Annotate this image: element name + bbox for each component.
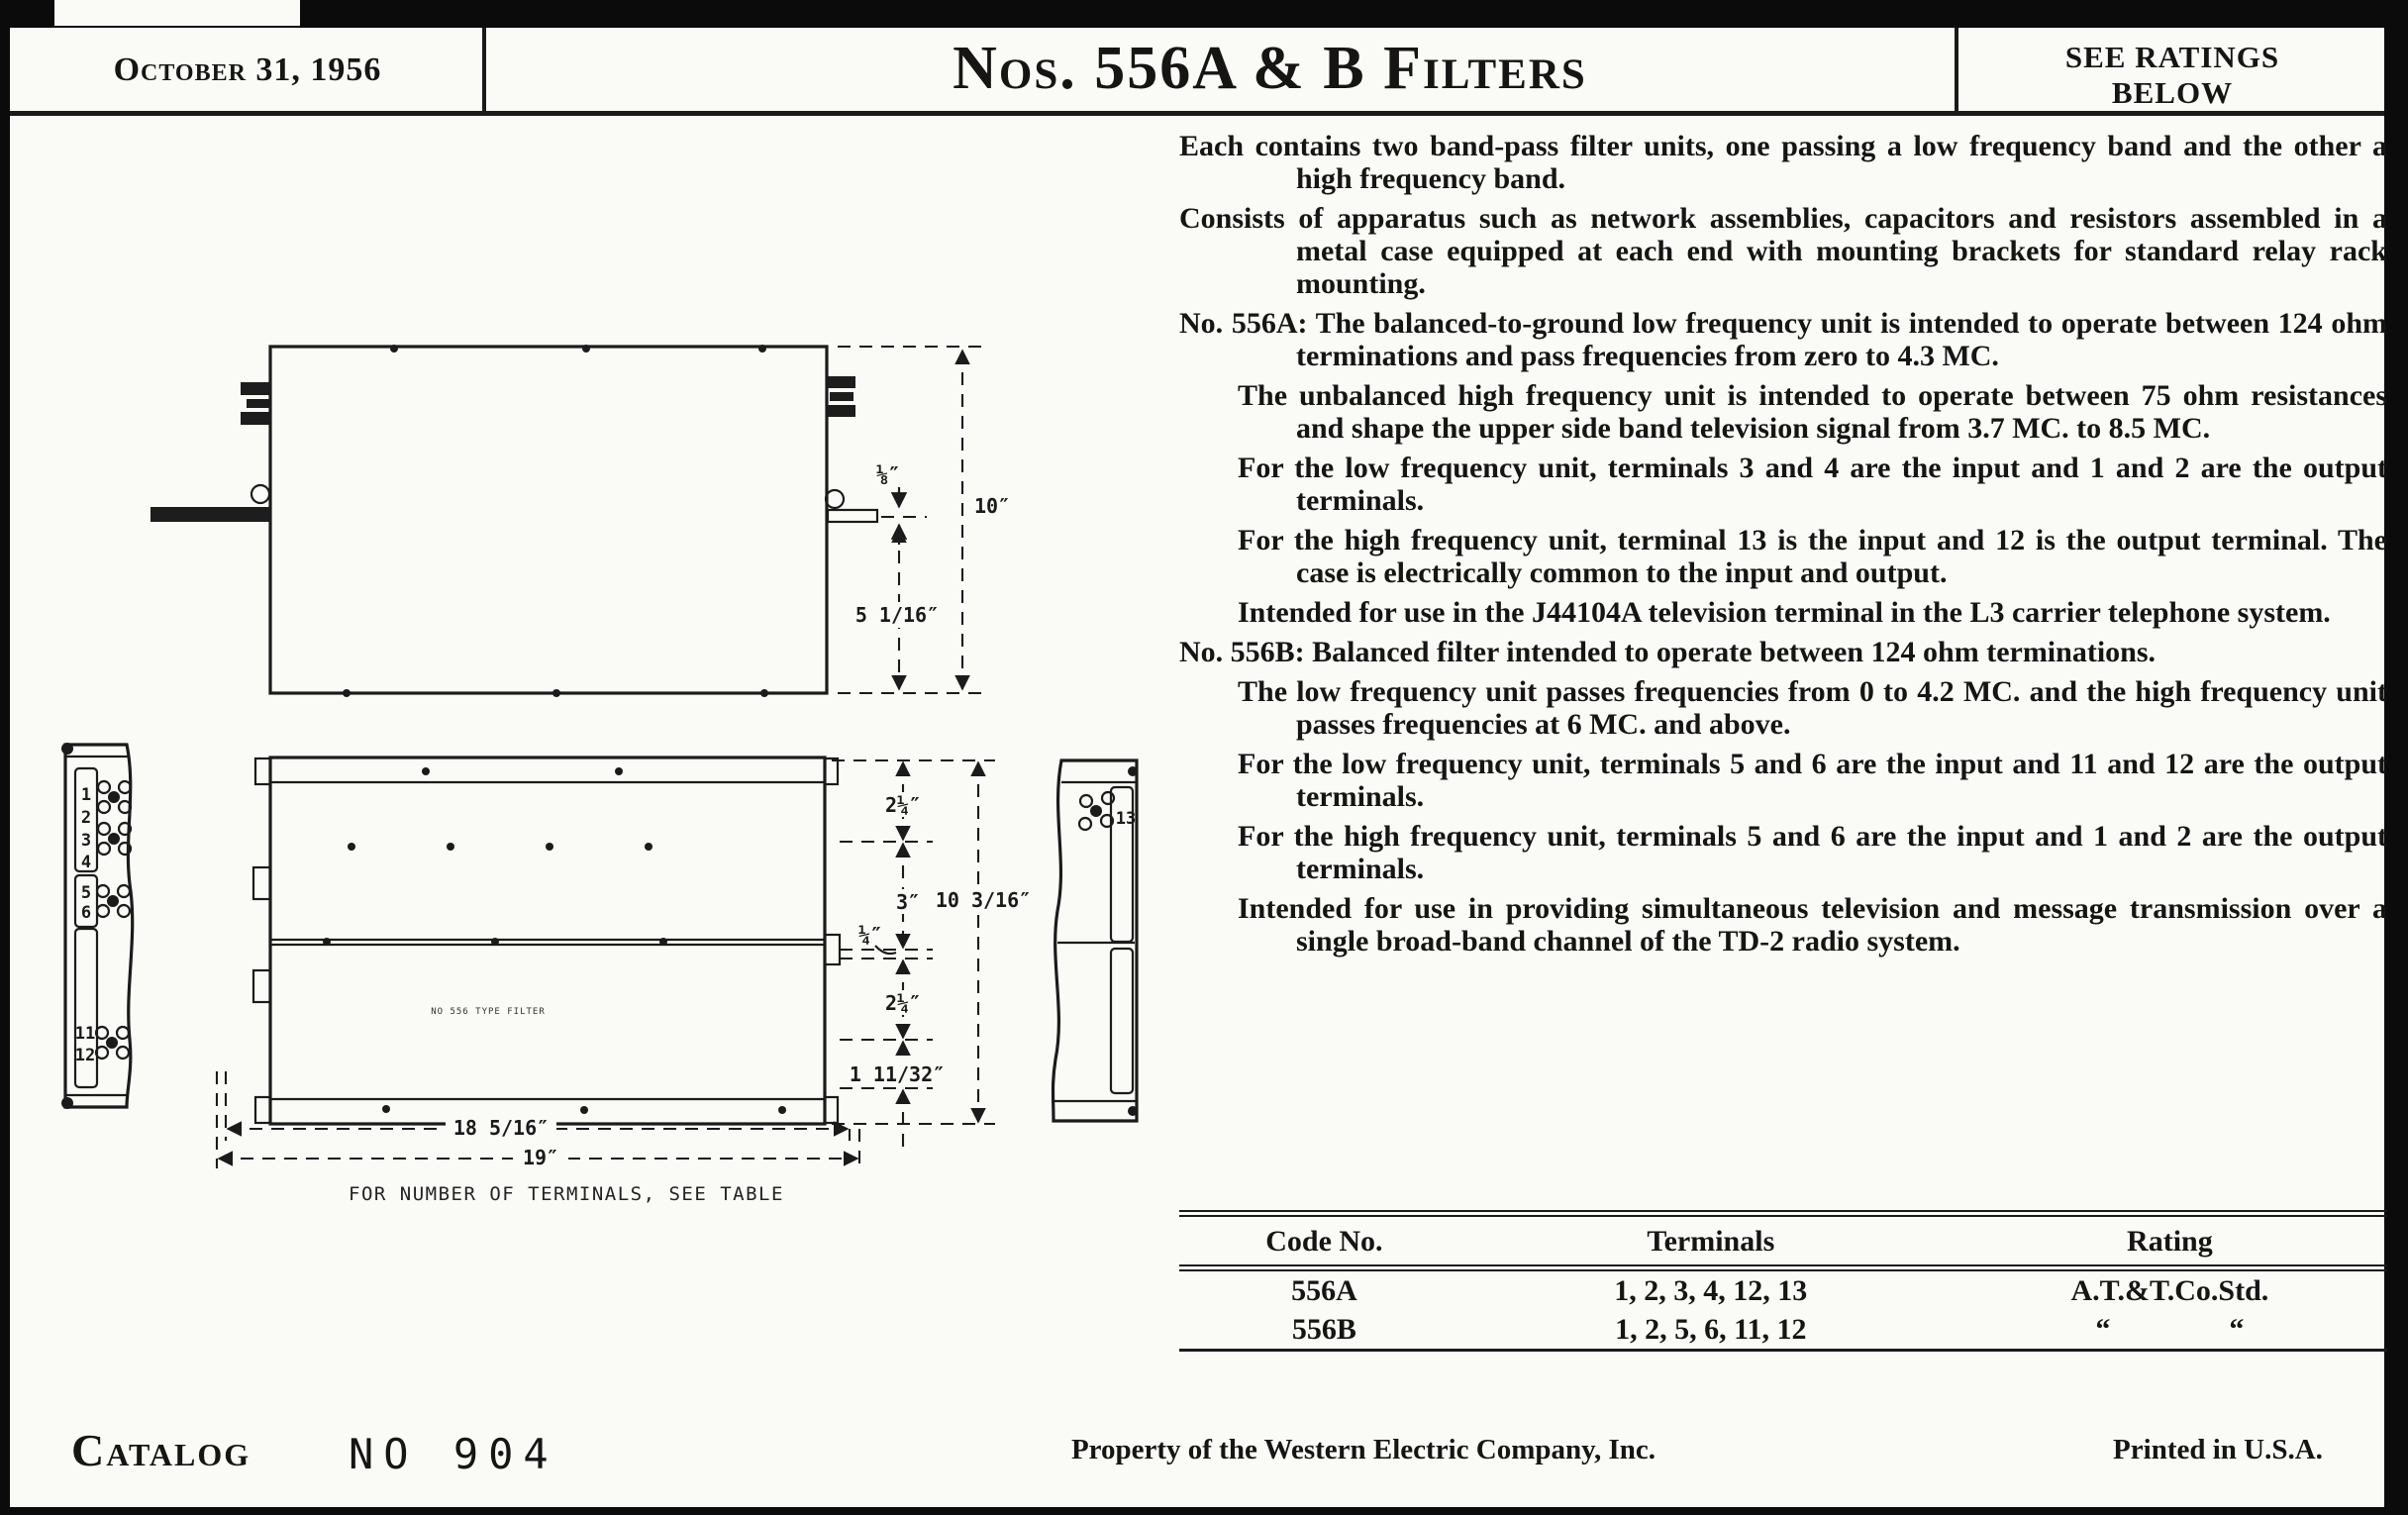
drawing-caption: FOR NUMBER OF TERMINALS, SEE TABLE	[349, 1183, 784, 1205]
description-paragraph: For the low frequency unit, terminals 3 and 4 are the input and 1 and 2 are the output terminals.	[1238, 452, 2387, 517]
catalog-label: Catalog	[71, 1425, 251, 1475]
printed-note: Printed in U.S.A.	[2113, 1434, 2323, 1465]
terminal-label: 3	[80, 831, 92, 851]
description-paragraph: Each contains two band-pass filter units, one passing a low frequency band and the other a high frequency band.	[1179, 130, 2387, 195]
terminal-label: 6	[80, 903, 92, 923]
dim-slot: ¼″	[857, 923, 883, 947]
description-paragraph: For the high frequency unit, terminal 13 is the input and 12 is the output terminal. The case is electrically common to the input and output.	[1238, 524, 2387, 589]
filter-technical-drawing	[30, 178, 1168, 1248]
dim-bracket-to-bottom: 5 1/16″	[854, 603, 940, 627]
cell-terminals: 1, 2, 3, 4, 12, 13	[1614, 1274, 1808, 1307]
description-paragraph: The unbalanced high frequency unit is intended to operate between 75 ohm resistances and shape the upper side band television signal from 3.7 MC. to 8.5 MC.	[1238, 379, 2387, 445]
top-view	[150, 345, 1020, 697]
table-top-rule	[1179, 1210, 2387, 1217]
front-view	[217, 758, 1036, 1170]
cell-code: 556B	[1291, 1313, 1356, 1346]
right-end-view	[1054, 760, 1139, 1121]
cell-terminals: 1, 2, 5, 6, 11, 12	[1615, 1313, 1807, 1346]
terminal-label: 13	[1115, 809, 1137, 829]
cell-rating: “ “	[2095, 1313, 2245, 1346]
dim-seg2: 3″	[895, 890, 921, 914]
terminal-lugs-left	[241, 382, 270, 425]
terminal-label: 11	[74, 1024, 96, 1044]
description-paragraph: Intended for use in providing simultaneous television and message transmission over a single broad-band channel of the TD-2 radio system.	[1238, 892, 2387, 958]
left-end-view	[61, 743, 133, 1109]
dim-seg3: 2¼″	[884, 991, 922, 1015]
terminal-label: 2	[80, 808, 92, 828]
table-row	[1179, 1271, 2387, 1310]
table-mid-rule	[1179, 1264, 2387, 1271]
description-paragraph: The low frequency unit passes frequencies from 0 to 4.2 MC. and the high frequency unit passes frequencies at 6 MC. and above.	[1238, 675, 2387, 741]
table-header-terminals: Terminals	[1647, 1225, 1775, 1258]
terminal-label: 5	[80, 883, 92, 903]
terminal-label: 4	[80, 853, 92, 872]
property-note: Property of the Western Electric Company, Inc.	[1070, 1434, 1656, 1465]
page-title: Nos. 556A & B Filters	[953, 35, 1587, 102]
description-column	[1179, 130, 2387, 964]
catalog-number: NO 904	[349, 1430, 558, 1478]
dim-seg1: 2¼″	[884, 793, 922, 817]
table-bottom-rule	[1179, 1349, 2387, 1352]
dim-seg4: 1 11/32″	[849, 1062, 946, 1086]
description-paragraph: For the low frequency unit, terminals 5 and 6 are the input and 11 and 12 are the output terminals.	[1238, 748, 2387, 813]
description-paragraph: Consists of apparatus such as network assemblies, capacitors and resistors assembled in a metal case equipped at each end with mounting brackets for standard relay rack mounting.	[1179, 202, 2387, 300]
ratings-note	[1958, 40, 2386, 111]
dim-front-height: 10 3/16″	[935, 888, 1032, 912]
table-header-rating: Rating	[2127, 1225, 2213, 1258]
header-rule	[10, 111, 2384, 116]
scan-notch	[54, 0, 300, 26]
mounting-bracket-right	[826, 490, 877, 522]
type-label: NO 556 TYPE FILTER	[431, 1007, 546, 1017]
table-header-code: Code No.	[1265, 1225, 1383, 1258]
description-paragraph: For the high frequency unit, terminals 5 and 6 are the input and 1 and 2 are the output terminals.	[1238, 820, 2387, 885]
dim-width-inner: 18 5/16″	[452, 1116, 550, 1140]
table-header-row	[1179, 1217, 2387, 1264]
terminal-label: 1	[80, 785, 92, 805]
header-divider-left	[482, 28, 486, 116]
terminal-lugs-right	[828, 376, 855, 417]
terminal-cluster	[96, 781, 131, 1059]
cell-code: 556A	[1291, 1274, 1357, 1307]
ratings-note-line1: SEE RATINGS	[2064, 40, 2280, 74]
ratings-table	[1179, 1210, 2387, 1352]
dim-bracket-offset: ⅛″	[875, 462, 901, 486]
dim-width-outer: 19″	[522, 1146, 559, 1169]
dim-top-height: 10″	[973, 494, 1011, 518]
table-row	[1179, 1310, 2387, 1349]
mounting-bracket-left	[150, 485, 270, 522]
terminal-label: 12	[74, 1046, 96, 1065]
issue-date: October 31, 1956	[113, 51, 382, 88]
description-paragraph: Intended for use in the J44104A television terminal in the L3 carrier telephone system.	[1238, 596, 2331, 629]
ratings-note-line2: BELOW	[2111, 75, 2234, 110]
description-paragraph: No. 556B: Balanced filter intended to operate between 124 ohm terminations.	[1179, 636, 2157, 668]
description-paragraph: No. 556A: The balanced-to-ground low frequency unit is intended to operate between 124 ohm terminations and pass frequencies from zero to 4.3 MC.	[1179, 307, 2387, 372]
cell-rating: A.T.&T.Co.Std.	[2070, 1274, 2269, 1307]
